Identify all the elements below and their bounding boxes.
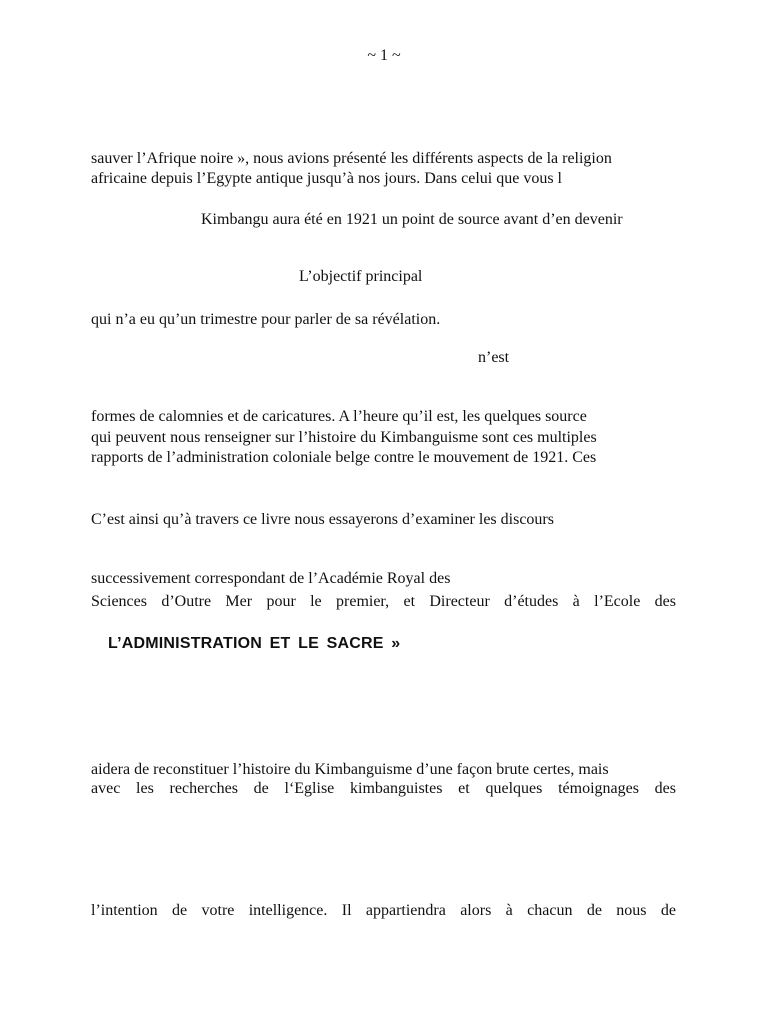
text-line: C’est ainsi qu’à travers ce livre nous essayerons d’examiner les discours [91, 511, 554, 528]
text-line: rapports de l’administration coloniale belge contre le mouvement de 1921. Ces [91, 449, 597, 466]
page-number: ~ 1 ~ [367, 47, 401, 64]
text-line: successivement correspondant de l’Académie Royal des [91, 570, 451, 587]
text-line: sauver l’Afrique noire », nous avions présenté les différents aspects de la religion [91, 150, 612, 167]
text-line: Kimbangu aura été en 1921 un point de source avant d’en devenir [201, 211, 623, 228]
text-line: n’est [478, 349, 510, 366]
text-line: africaine depuis l’Egypte antique jusqu’à nos jours. Dans celui que vous l [91, 170, 562, 187]
text-line: L’objectif principal [299, 268, 423, 285]
text-line: formes de calomnies et de caricatures. A l’heure qu’il est, les quelques source [91, 408, 587, 425]
text-line: qui peuvent nous renseigner sur l’histoire du Kimbanguisme sont ces multiples [91, 429, 597, 446]
text-line: Sciences d’Outre Mer pour le premier, et Directeur d’études à l’Ecole des [91, 593, 676, 610]
text-line: avec les recherches de l‘Eglise kimbanguistes et quelques témoignages des [91, 780, 676, 797]
text-line: aidera de reconstituer l’histoire du Kimbanguisme d’une façon brute certes, mais [91, 761, 609, 778]
text-line: l’intention de votre intelligence. Il appartiendra alors à chacun de nous de [91, 902, 676, 919]
text-line: qui n’a eu qu’un trimestre pour parler de sa révélation. [91, 311, 441, 328]
section-heading: L’ADMINISTRATION ET LE SACRE » [108, 635, 401, 652]
